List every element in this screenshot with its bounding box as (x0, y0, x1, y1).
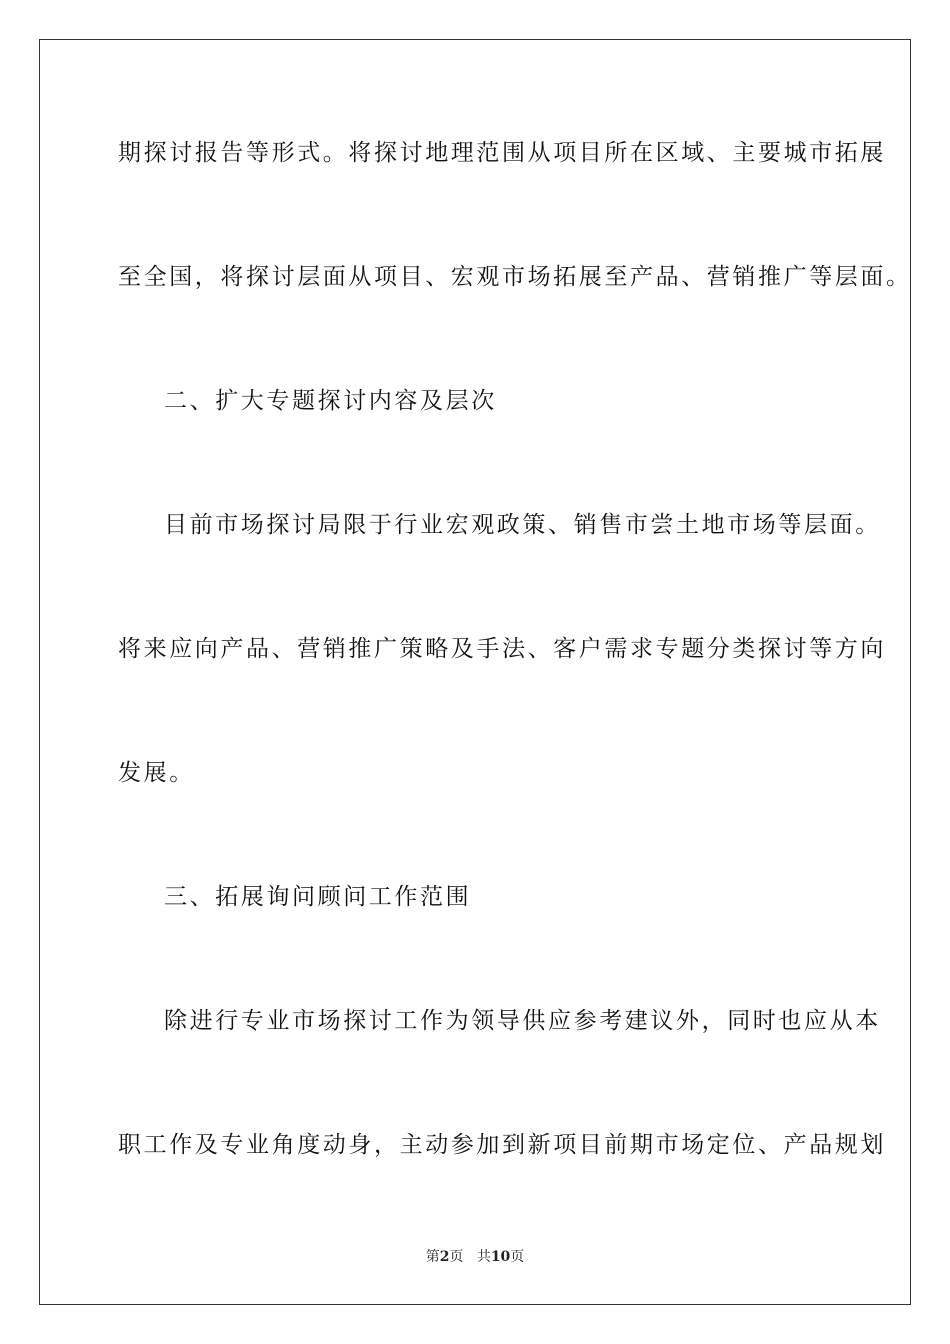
section-heading-3: 三、拓展询问顾问工作范围 (164, 884, 472, 910)
body-text-line-1: 期探讨报告等形式。将探讨地理范围从项目所在区域、主要城市拓展 (118, 140, 886, 166)
page-footer (0, 1248, 950, 1266)
body-text-line-6: 除进行专业市场探讨工作为领导供应参考建议外，同时也应从本 (164, 1008, 881, 1034)
body-text-line-3: 目前市场探讨局限于行业宏观政策、销售市尝土地市场等层面。 (164, 512, 881, 538)
footer-page-prefix: 第 (425, 1249, 440, 1265)
footer-total-pages: 10 (490, 1249, 511, 1265)
body-text-line-4: 将来应向产品、营销推广策略及手法、客户需求专题分类探讨等方向 (118, 636, 886, 662)
footer-page-number: 2 (439, 1249, 450, 1265)
footer-total-prefix: 共 (476, 1249, 491, 1265)
section-heading-2: 二、扩大专题探讨内容及层次 (164, 388, 497, 414)
body-text-line-2: 至全国，将探讨层面从项目、宏观市场拓展至产品、营销推广等层面。 (118, 264, 912, 290)
body-text-line-7: 职工作及专业角度动身，主动参加到新项目前期市场定位、产品规划 (118, 1132, 886, 1158)
footer-total-suffix: 页 (510, 1249, 525, 1265)
body-text-line-5: 发展。 (118, 760, 195, 786)
page-border (39, 39, 911, 1305)
footer-page-suffix: 页 (449, 1249, 464, 1265)
